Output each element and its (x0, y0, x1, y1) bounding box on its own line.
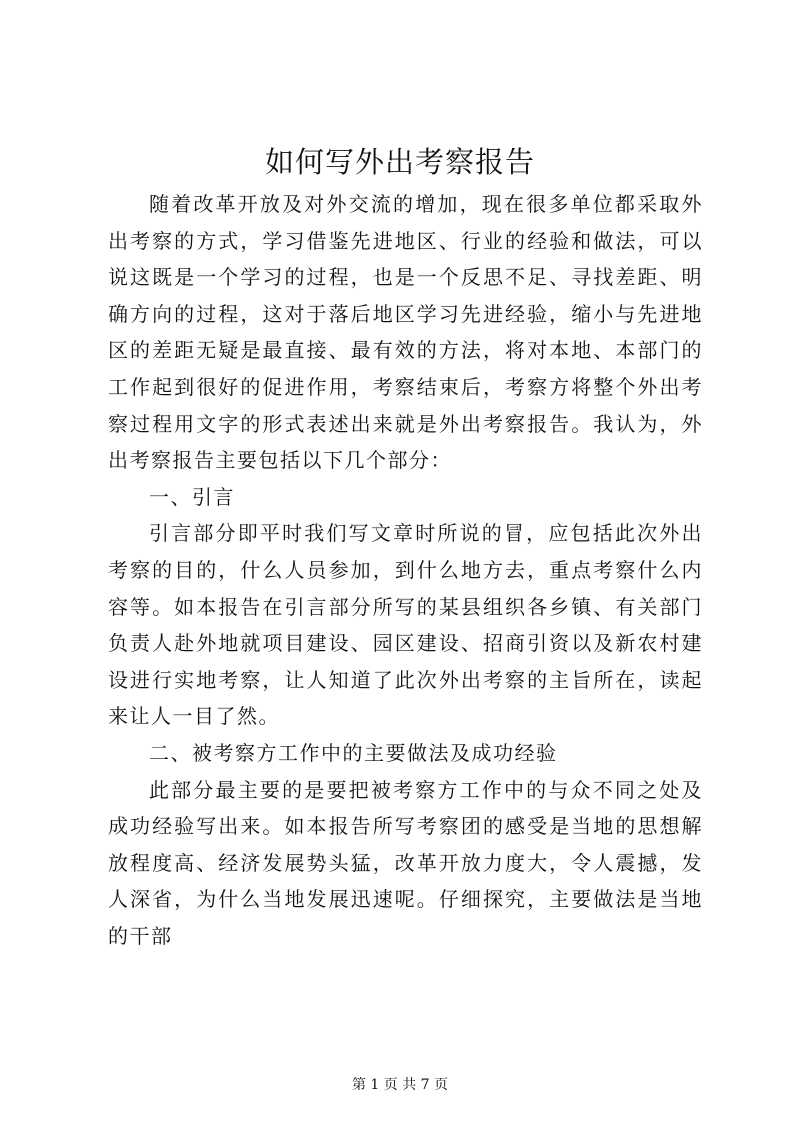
paragraph-introduction: 引言部分即平时我们写文章时所说的冒，应包括此次外出考察的目的，什么人员参加，到什么地方去，重点考察什么内容等。如本报告在引言部分所写的某县组织各乡镇、有关部门负责人赴外地就项目建设、园区建设、招商引资以及新农村建设进行实地考察，让人知道了此次外出考察的主旨所在，读起来让人一目了然。 (108, 521, 703, 729)
section-heading-practices: 二、被考察方工作中的主要做法及成功经验 (149, 740, 558, 765)
paragraph-intro: 随着改革开放及对外交流的增加，现在很多单位都采取外出考察的方式，学习借鉴先进地区、行业的经验和做法，可以说这既是一个学习的过程，也是一个反思不足、寻找差距、明确方向的过程，这对于落后地区学习先进经验，缩小与先进地区的差距无疑是最直接、最有效的方法，将对本地、本部门的工作起到很好的促进作用，考察结束后，考察方将整个外出考察过程用文字的形式表述出来就是外出考察报告。我认为，外出考察报告主要包括以下几个部分： (108, 192, 703, 473)
page-number-footer: 第 1 页 共 7 页 (351, 1077, 449, 1093)
document-title: 如何写外出考察报告 (264, 145, 535, 179)
document-body (108, 186, 703, 954)
section-heading-introduction: 一、引言 (149, 484, 235, 509)
paragraph-practices: 此部分最主要的是要把被考察方工作中的与众不同之处及成功经验写出来。如本报告所写考察团的感受是当地的思想解放程度高、经济发展势头猛，改革开放力度大，令人震撼，发人深省，为什么当地发展迅速呢。仔细探究，主要做法是当地的干部 (108, 777, 703, 948)
